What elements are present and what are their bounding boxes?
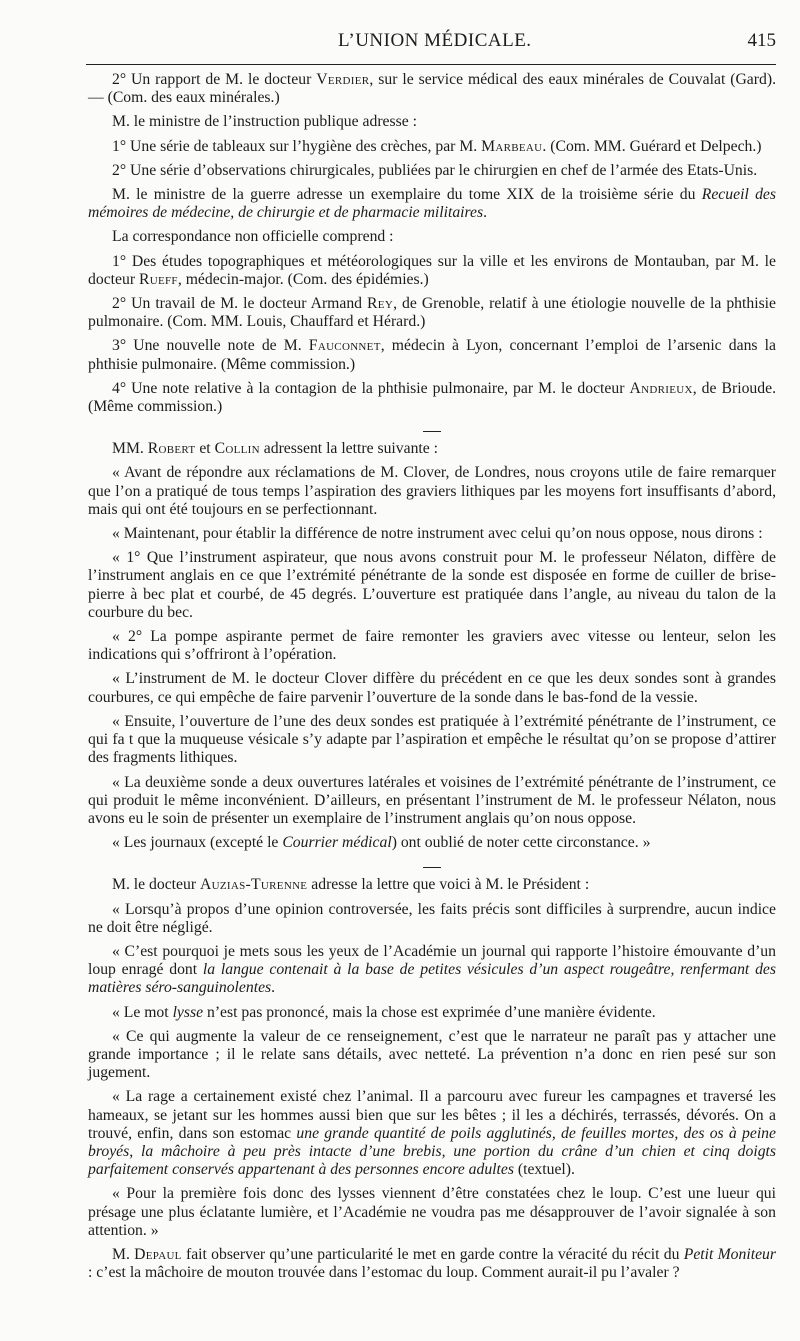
paragraph-contagion: 4° Une note relative à la contagion de la phthisie pulmonaire, par M. le docteur Andrieux, de Brioude. (Même commission.): [88, 379, 776, 416]
paragraph-correspondence: La correspondance non officielle comprend :: [112, 228, 394, 246]
letter-paragraph: « La rage a certainement existé chez l’animal. Il a parcouru avec fureur les campagnes et traversé les hameaux, se jetant sur les hommes aussi bien que sur les bêtes ; il les a déchirés, terrassés, dévorés. On a trouvé, enfin, dans son estomac une grande quantité de poils agglutinés, de feuilles mortes, des os à peine broyés, la mâchoire à peu près intacte d’une brebis, une portion du crâne d’un chien et cinq doigts parfaitement conservés appartenant à des personnes encore adultes (textuel).: [88, 1088, 776, 1179]
page-header: [88, 30, 776, 56]
letter-paragraph: « 2° La pompe aspirante permet de faire remonter les graviers avec vitesse ou lenteur, selon les indications qui s’offriront à l’opération.: [88, 628, 776, 664]
letter-paragraph: « Ce qui augmente la valeur de ce renseignement, c’est que le narrateur ne paraît pas y attacher une grande importance ; il le relate sans détails, avec netteté. La prévention n’a donc en rien pesé sur son jugement.: [88, 1027, 776, 1082]
paragraph-auzias-turenne: M. le docteur Auzias-Turenne adresse la lettre que voici à M. le Président :: [112, 876, 590, 894]
letter-paragraph: « Ensuite, l’ouverture de l’une des deux sondes est pratiquée à l’extrémité pénétrante de l’instrument, ce qui fa t que la muqueuse vésicale s’y adapte par l’aspiration et empêche le résultat qu’on se propose d’attirer des fragments lithiques.: [88, 712, 776, 767]
paragraph-minister-war: M. le ministre de la guerre adresse un exemplaire du tome XIX de la troisième série du Recueil des mémoires de médecine, de chirurgie et de pharmacie militaires.: [88, 186, 776, 222]
header-rule: [86, 64, 776, 65]
letter-paragraph: « Pour la première fois donc des lysses viennent d’être constatées chez le loup. C’est une lueur qui présage une plus éclatante lumière, et l’Académie ne voudra pas me désapprouver de l’avoir signalée à son attention. »: [88, 1185, 776, 1239]
running-head: L’UNION MÉDICALE.: [338, 30, 532, 51]
paragraph-surgical-observations: 2° Une série d’observations chirurgicales, publiées par le chirurgien en chef de l’armée des Etats-Unis.: [112, 161, 758, 179]
letter-paragraph: « La deuxième sonde a deux ouvertures latérales et voisines de l’extrémité pénétrante de l’instrument, ce qui produit le même inconvénient. D’ailleurs, en présentant l’instrument de M. le professeur Nélaton, nous avons eu le soin de présenter un exemplaire de l’instrument anglais qu’on nous oppose.: [88, 773, 776, 827]
letter-paragraph: « Le mot lysse n’est pas prononcé, mais la chose est exprimée d’une manière évidente.: [112, 1003, 656, 1021]
letter-paragraph: « Avant de répondre aux réclamations de M. Clover, de Londres, nous croyons utile de faire remarquer que l’on a pratiqué de tous temps l’aspiration des graviers lithiques par les moyens fort insuffisants d’abord, mais qui ont été toujours en se perfectionnant.: [88, 464, 776, 518]
paragraph-robert-collin: MM. Robert et Collin adressent la lettre suivante :: [112, 440, 439, 458]
letter-paragraph: « 1° Que l’instrument aspirateur, que nous avons construit pour M. le professeur Nélaton, diffère de l’instrument anglais en ce que l’extrémité pénétrante de la sonde est disposée en forme de cuiller de brise-pierre à bec plat et courbé, de 45 degrés. L’ouverture est pratiquée dans l’angle, au niveau du talon de la courbure du bec.: [88, 549, 776, 621]
paragraph-minister-instruction: M. le ministre de l’instruction publique adresse :: [112, 113, 417, 131]
page-number: 415: [747, 30, 776, 51]
letter-paragraph: « Lorsqu’à propos d’une opinion controversée, les faits précis sont difficiles à surprendre, aucun indice ne doit être négligé.: [88, 900, 776, 936]
article-body: [88, 71, 776, 1282]
paragraph-depaul: M. Depaul fait observer qu’une particularité le met en garde contre la véracité du récit du Petit Moniteur : c’est la mâchoire de mouton trouvée dans l’estomac du loup. Comment aurait-il pu l’avaler ?: [88, 1245, 776, 1282]
paragraph-phthisie-etiology: 2° Un travail de M. le docteur Armand Rey, de Grenoble, relatif à une étiologie nouvelle de la phthisie pulmonaire. (Com. MM. Louis, Chauffard et Hérard.): [88, 295, 777, 331]
letter-paragraph: « L’instrument de M. le docteur Clover diffère du précédent en ce que les deux sondes sont à grandes courbures, ce qui empêche de faire parvenir l’ouverture de la sonde dans le bas-fond de la vessie.: [88, 670, 776, 706]
letter-paragraph: « Maintenant, pour établir la différence de notre instrument avec celui qu’on nous oppose, nous dirons :: [112, 525, 763, 543]
section-separator: [88, 422, 776, 436]
paragraph-montauban: 1° Des études topographiques et météorologiques sur la ville et les environs de Montauban, par M. le docteur Rueff, médecin-major. (Com. des épidémies.): [88, 252, 776, 288]
letter-paragraph: « C’est pourquoi je mets sous les yeux de l’Académie un journal qui rapporte l’histoire émouvante d’un loup enragé dont la langue contenait à la base de petites vésicules d’un aspect rougeâtre, renfermant des matières séro-sanguinolentes.: [88, 942, 776, 997]
letter-paragraph: « Les journaux (excepté le Courrier médical) ont oublié de noter cette circonstance. »: [112, 834, 651, 852]
paragraph-report: 2° Un rapport de M. le docteur Verdier, sur le service médical des eaux minérales de Couvalat (Gard). — (Com. des eaux minérales.): [88, 71, 776, 107]
paragraph-arsenic: 3° Une nouvelle note de M. Fauconnet, médecin à Lyon, concernant l’emploi de l’arsenic dans la phthisie pulmonaire. (Même commission.): [88, 337, 776, 373]
section-separator: [88, 858, 776, 872]
paragraph-creches: 1° Une série de tableaux sur l’hygiène des crèches, par M. Marbeau. (Com. MM. Guérard et Delpech.): [112, 137, 762, 155]
